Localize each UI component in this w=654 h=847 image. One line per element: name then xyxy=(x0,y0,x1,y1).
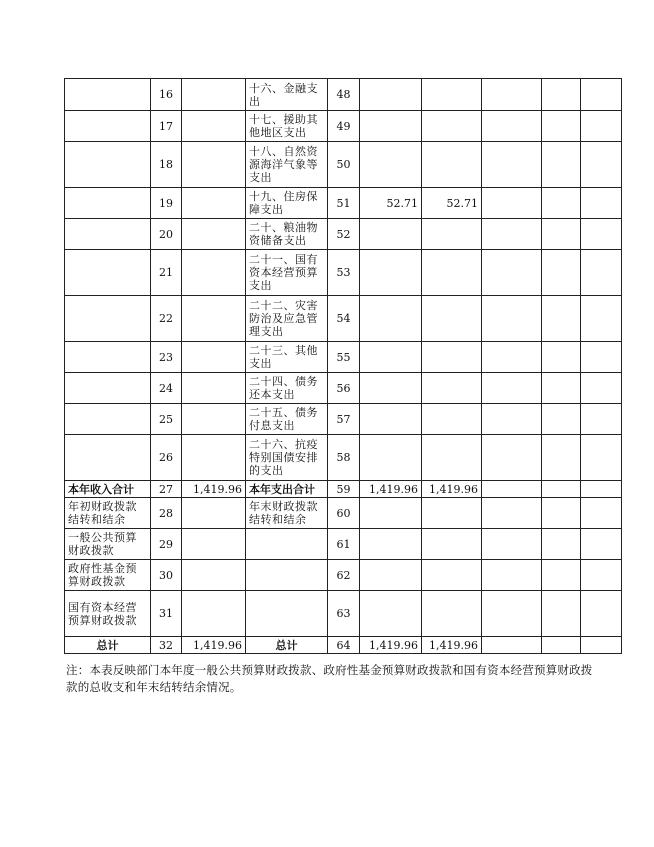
table-row xyxy=(65,560,622,591)
right-row-number: 57 xyxy=(328,404,360,435)
table-row xyxy=(65,250,622,296)
table-row xyxy=(65,111,622,142)
grand-total-row xyxy=(65,637,622,654)
left-row-number: 22 xyxy=(151,296,182,342)
left-row-number: 32 xyxy=(151,637,182,654)
expenditure-item: 二十二、灾害防治及应急管理支出 xyxy=(246,296,328,342)
right-row-number: 51 xyxy=(328,188,360,219)
right-row-number: 49 xyxy=(328,111,360,142)
left-row-number: 18 xyxy=(151,142,182,188)
general-budget-amount: 52.71 xyxy=(422,188,482,219)
left-row-number: 20 xyxy=(151,219,182,250)
table-row xyxy=(65,296,622,342)
general-budget-amount xyxy=(422,219,482,250)
right-row-number: 62 xyxy=(328,560,360,591)
expenditure-item: 十八、自然资源海洋气象等支出 xyxy=(246,142,328,188)
total-amount xyxy=(360,296,422,342)
total-amount xyxy=(360,342,422,373)
left-row-number: 23 xyxy=(151,342,182,373)
right-row-number: 56 xyxy=(328,373,360,404)
expenditure-item: 二十三、其他支出 xyxy=(246,342,328,373)
left-row-number: 24 xyxy=(151,373,182,404)
right-row-number: 58 xyxy=(328,435,360,481)
grand-total-amount: 1,419.96 xyxy=(182,637,246,654)
table-row xyxy=(65,404,622,435)
right-row-number: 59 xyxy=(328,481,360,498)
income-total-amount: 1,419.96 xyxy=(182,481,246,498)
year-end-carryover-label: 年末财政拨款结转和结余 xyxy=(246,498,328,529)
general-budget-amount xyxy=(422,111,482,142)
carryover-label: 年初财政拨款结转和结余 xyxy=(65,498,151,529)
expenditure-item: 二十五、债务付息支出 xyxy=(246,404,328,435)
general-budget-amount xyxy=(422,79,482,111)
total-amount xyxy=(360,250,422,296)
total-amount: 1,419.96 xyxy=(360,481,422,498)
total-amount xyxy=(360,373,422,404)
table-row xyxy=(65,498,622,529)
general-budget-amount xyxy=(422,142,482,188)
table-row xyxy=(65,142,622,188)
total-amount xyxy=(360,435,422,481)
general-budget-amount: 1,419.96 xyxy=(422,481,482,498)
left-row-number: 16 xyxy=(151,79,182,111)
table-row xyxy=(65,591,622,637)
general-budget-amount xyxy=(422,435,482,481)
right-row-number: 53 xyxy=(328,250,360,296)
total-amount xyxy=(360,142,422,188)
table-row xyxy=(65,79,622,111)
total-amount xyxy=(360,111,422,142)
table-row xyxy=(65,219,622,250)
left-row-number: 17 xyxy=(151,111,182,142)
right-row-number: 61 xyxy=(328,529,360,560)
table-row xyxy=(65,342,622,373)
total-amount xyxy=(360,79,422,111)
expenditure-item: 二十、粮油物资储备支出 xyxy=(246,219,328,250)
right-row-number: 54 xyxy=(328,296,360,342)
income-total-label: 本年收入合计 xyxy=(65,481,151,498)
right-row-number: 60 xyxy=(328,498,360,529)
left-row-number: 19 xyxy=(151,188,182,219)
left-row-number: 30 xyxy=(151,560,182,591)
expenditure-item: 二十六、抗疫特别国债安排的支出 xyxy=(246,435,328,481)
table-row xyxy=(65,435,622,481)
right-row-number: 48 xyxy=(328,79,360,111)
total-amount xyxy=(360,219,422,250)
right-row-number: 55 xyxy=(328,342,360,373)
expenditure-item: 十九、住房保障支出 xyxy=(246,188,328,219)
total-amount: 52.71 xyxy=(360,188,422,219)
total-amount: 1,419.96 xyxy=(360,637,422,654)
total-amount xyxy=(360,404,422,435)
right-row-number: 63 xyxy=(328,591,360,637)
left-row-number: 27 xyxy=(151,481,182,498)
table-note: 注：本表反映部门本年度一般公共预算财政拨款、政府性基金预算财政拨款和国有资本经营预算财政拨款的总收支和年末结转结余情况。 xyxy=(66,663,593,694)
expenditure-item: 十六、金融支出 xyxy=(246,79,328,111)
grand-total-label: 总计 xyxy=(65,637,151,654)
table-row xyxy=(65,373,622,404)
expenditure-item: 十七、援助其他地区支出 xyxy=(246,111,328,142)
carryover-sub-label: 一般公共预算财政拨款 xyxy=(65,529,151,560)
income-total-row xyxy=(65,481,622,498)
table-row xyxy=(65,188,622,219)
grand-total-right-label: 总计 xyxy=(246,637,328,654)
right-row-number: 50 xyxy=(328,142,360,188)
general-budget-amount xyxy=(422,250,482,296)
general-budget-amount xyxy=(422,296,482,342)
right-row-number: 52 xyxy=(328,219,360,250)
left-row-number: 31 xyxy=(151,591,182,637)
carryover-sub-label: 国有资本经营预算财政拨款 xyxy=(65,591,151,637)
general-budget-amount xyxy=(422,373,482,404)
left-row-number: 28 xyxy=(151,498,182,529)
financial-appropriation-table xyxy=(64,78,622,654)
general-budget-amount xyxy=(422,404,482,435)
left-row-number: 21 xyxy=(151,250,182,296)
table-row xyxy=(65,529,622,560)
right-row-number: 64 xyxy=(328,637,360,654)
expenditure-total-label: 本年支出合计 xyxy=(246,481,328,498)
left-row-number: 29 xyxy=(151,529,182,560)
expenditure-item: 二十一、国有资本经营预算支出 xyxy=(246,250,328,296)
carryover-sub-label: 政府性基金预算财政拨款 xyxy=(65,560,151,591)
left-row-number: 25 xyxy=(151,404,182,435)
expenditure-item: 二十四、债务还本支出 xyxy=(246,373,328,404)
general-budget-amount xyxy=(422,342,482,373)
general-budget-amount: 1,419.96 xyxy=(422,637,482,654)
left-row-number: 26 xyxy=(151,435,182,481)
